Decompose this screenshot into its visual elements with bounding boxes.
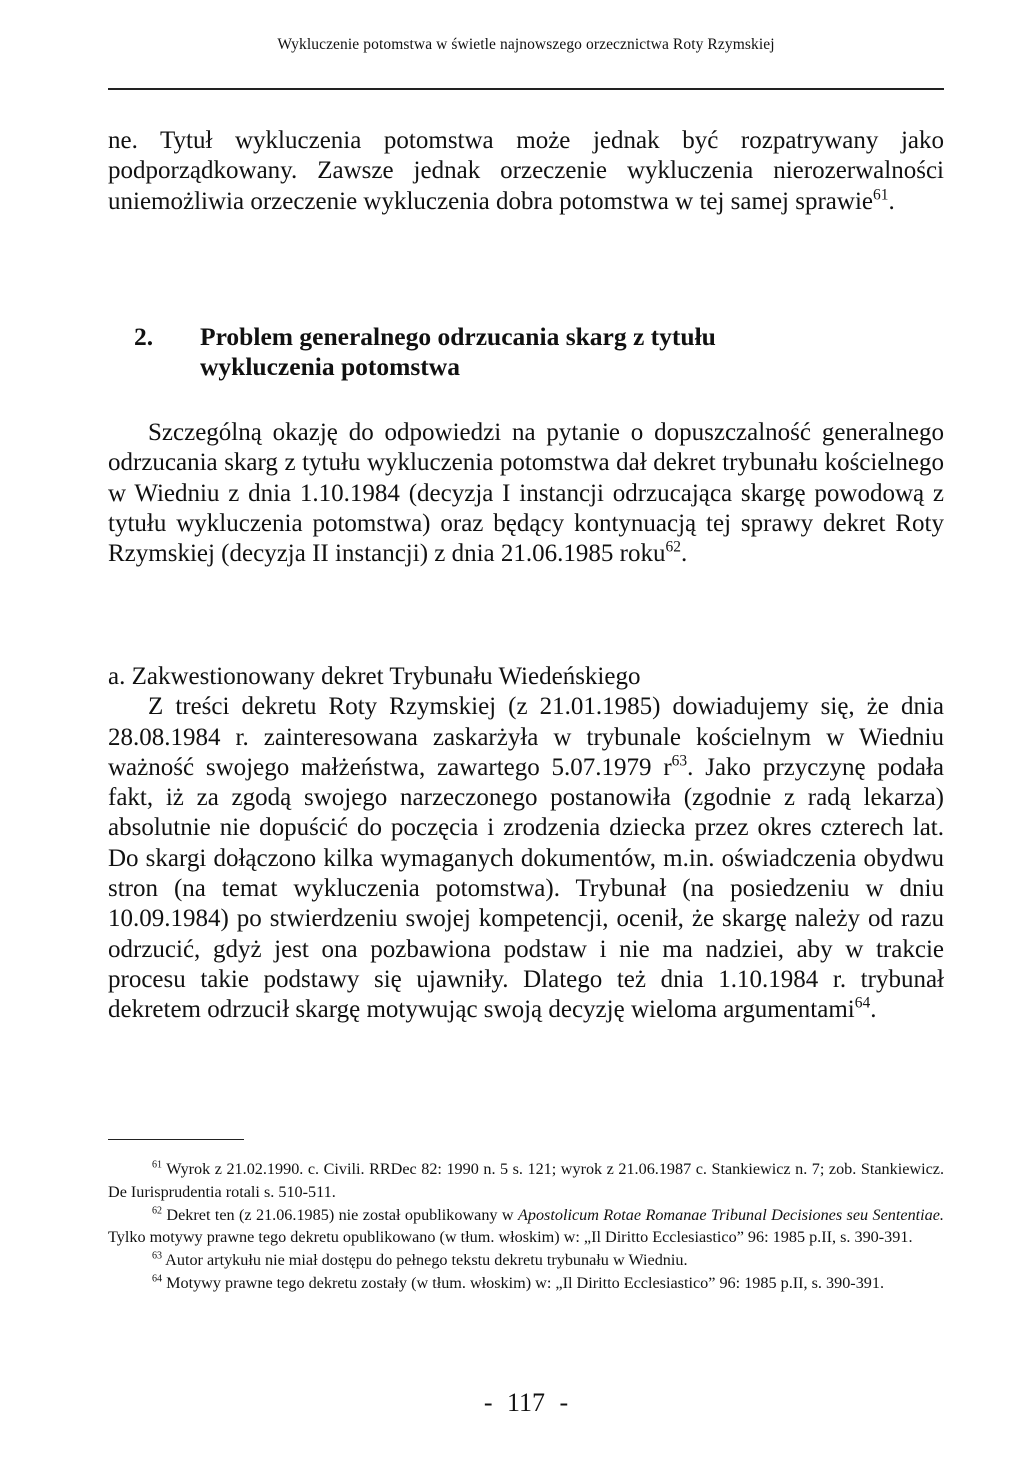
footnote-number: 63 (152, 1250, 163, 1262)
paragraph-text: . Jako przyczynę podała fakt, iż za zgodą swojego narzeczonego postanowiła (zgodnie z radą lekarza) absolutnie nie dopuścić do poczęcia i zrodzenia dziecka przez okres czterech lat. Do skargi dołączono kilka wymaganych dokumentów, m.in. oświadczenia obydwu stron (na temat wykluczenia potomstwa). Trybunał (na posiedzeniu w dniu 10.09.1984) po stwierdzeniu swojej kompetencji, ocenił, że skargę należy od razu odrzucić, gdyż jest ona pozbawiona podstaw i nie ma nadziei, aby w trakcie procesu takie podstawy się ujawniły. Dlatego też dnia 1.10.1984 r. trybunał dekretem odrzucił skargę motywując swoją decyzję wieloma argumentami (108, 753, 944, 1024)
footnote (108, 1249, 944, 1272)
paragraph-text: ne. Tytuł wykluczenia potomstwa może jednak być rozpatrywany jako podporządkowany. Zawsze jednak orzeczenie wykluczenia nierozerwalności uniemożliwia orzeczenie wykluczenia dobra potomstwa w tej samej sprawie (108, 127, 944, 215)
footnote-ref: 62 (665, 538, 681, 556)
footnote-text: Wyrok z 21.02.1990. c. Civili. RRDec 82: 1990 n. 5 s. 121; wyrok z 21.06.1987 c. Stankiewicz n. 7; zob. Stankiewicz. De Iurisprudentia rotali s. 510-511. (108, 1160, 944, 1201)
footnotes (108, 1158, 944, 1295)
section-body (108, 418, 944, 569)
paragraph (108, 692, 944, 1025)
footnote-number: 64 (152, 1273, 163, 1285)
footnote-text: Tylko motywy prawne tego dekretu opublikowano (w tłum. włoskim) w: „Il Diritto Ecclesiastico” 96: 1985 p.II, s. 390-391. (108, 1228, 913, 1247)
paragraph-end: . (870, 996, 877, 1024)
subsection (108, 662, 944, 1026)
footnote-italic-title: Apostolicum Rotae Romanae Tribunal Decisiones seu Sententiae. (517, 1205, 944, 1224)
footnote-text: Motywy prawne tego dekretu zostały (w tłum. włoskim) w: „Il Diritto Ecclesiastico” 96: 1985 p.II, s. 390-391. (162, 1273, 885, 1292)
footnote (108, 1158, 944, 1204)
page-number: - 117 - (483, 1388, 569, 1417)
running-header: Wykluczenie potomstwa w świetle najnowszego orzecznictwa Roty Rzymskiej (277, 36, 775, 53)
footnote (108, 1272, 944, 1295)
footnote-text: Dekret ten (z 21.06.1985) nie został opublikowany w (162, 1205, 518, 1224)
footnote-number: 62 (152, 1205, 163, 1217)
paragraph (108, 418, 944, 569)
footnote-rule (108, 1139, 244, 1140)
paragraph-text: Szczególną okazję do odpowiedzi na pytanie o dopuszczalność generalnego odrzucania skarg z tytułu wykluczenia potomstwa dał dekret trybunału kościelnego w Wiedniu z dnia 1.10.1984 (decyzja I instancji odrzucająca skargę powodową z tytułu wykluczenia potomstwa) oraz będący kontynuacją tej sprawy dekret Roty Rzymskiej (decyzja II instancji) z dnia 21.06.1985 roku (108, 419, 944, 568)
paragraph-end: . (888, 187, 895, 215)
footnote-ref: 64 (854, 994, 871, 1012)
footnote (108, 1204, 944, 1250)
header-rule (108, 88, 944, 90)
footnote-number: 61 (152, 1159, 163, 1171)
footnote-ref: 63 (671, 752, 688, 770)
paragraph-continuation (108, 126, 944, 217)
subsection-title: a. Zakwestionowany dekret Trybunału Wiedeńskiego (108, 663, 641, 690)
footnote-text: Autor artykułu nie miał dostępu do pełnego tekstu dekretu trybunału w Wiedniu. (162, 1251, 688, 1270)
section-title: Problem generalnego odrzucania skarg z tytułu wykluczenia potomstwa (200, 322, 716, 381)
paragraph-text: Z treści dekretu Roty Rzymskiej (z 21.01.1985) dowiadujemy się, że dnia 28.08.1984 r. zainteresowana zaskarżyła w trybunale kościelnym w Wiedniu ważność swojego małżeństwa, zawartego 5.07.1979 r (108, 693, 944, 781)
footnote-ref: 61 (873, 186, 889, 204)
paragraph-end: . (680, 540, 688, 568)
section-number: 2. (134, 322, 154, 351)
